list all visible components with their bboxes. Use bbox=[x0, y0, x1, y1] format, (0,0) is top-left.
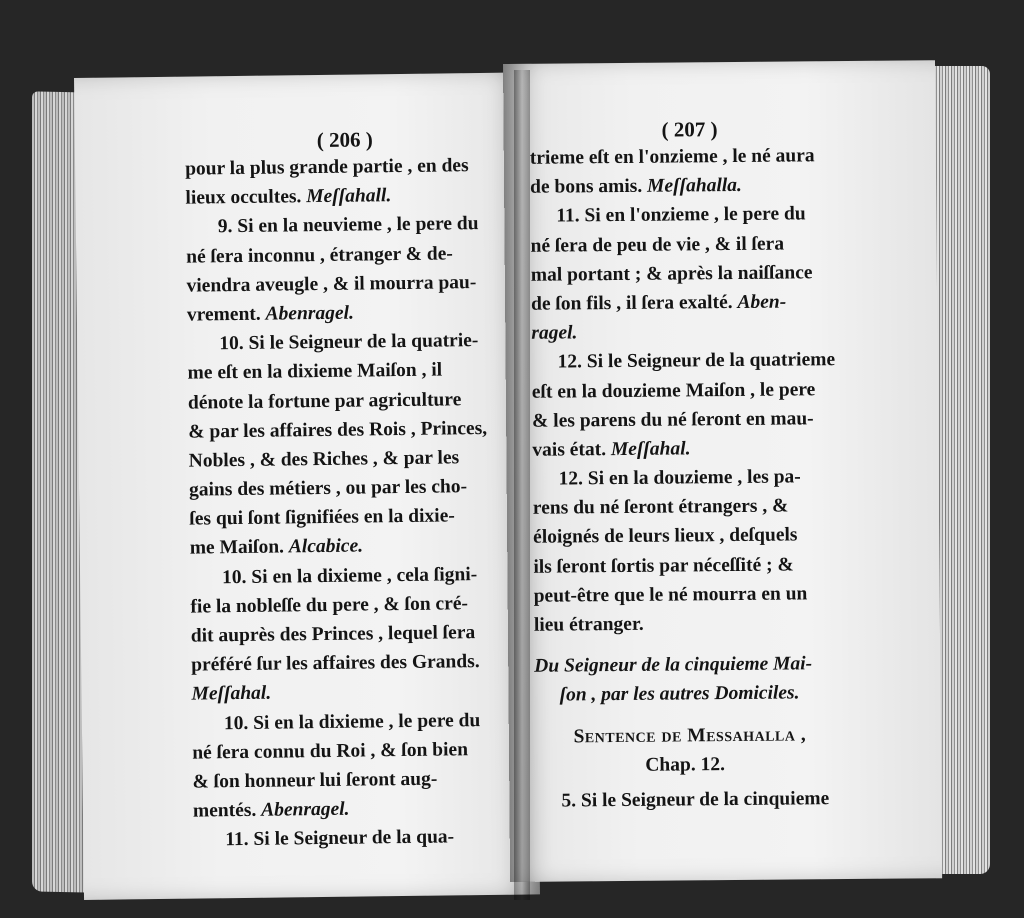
text-line: 10. Si le Seigneur de la quatrie- bbox=[219, 330, 479, 355]
text-line: rens du né ſeront étrangers , & bbox=[532, 495, 789, 520]
text-line: lieux occultes. Meſſahall. bbox=[185, 185, 392, 209]
text-line: de ſon fils , il ſera exalté. Aben- bbox=[531, 291, 787, 315]
section-heading-italic: ſon , par les autres Domiciles. bbox=[559, 682, 800, 706]
page-number-left: ( 206 ) bbox=[316, 127, 373, 153]
left-page bbox=[74, 72, 540, 900]
sentence-heading: Sentence de Messahalla , bbox=[573, 723, 807, 747]
text-line: vais état. Meſſahal. bbox=[532, 438, 691, 461]
text-line: né ſera de peu de vie , & il ſera bbox=[530, 233, 785, 257]
text-line: 11. Si en l'onzieme , le pere du bbox=[556, 203, 806, 227]
text-line: 12. Si en la douzieme , les pa- bbox=[558, 466, 801, 490]
page-number-right: ( 207 ) bbox=[661, 117, 718, 142]
text-line: dénote la fortune par agriculture bbox=[187, 388, 462, 414]
text-line: & par les affaires des Rois , Princes, bbox=[188, 417, 488, 443]
text-line: eſt en la douzieme Maiſon , le pere bbox=[531, 378, 816, 403]
text-line: 10. Si en la dixieme , cela ſigni- bbox=[221, 563, 478, 588]
text-line: viendra aveugle , & il mourra pau- bbox=[186, 271, 477, 297]
text-line: 11. Si le Seigneur de la qua- bbox=[225, 826, 455, 851]
text-line: 5. Si le Seigneur de la cinquieme bbox=[561, 788, 830, 812]
right-page bbox=[503, 60, 942, 882]
text-line: né ſera inconnu , étranger & de- bbox=[186, 242, 453, 268]
text-line: pour la plus grande partie , en des bbox=[184, 155, 469, 180]
text-line: Nobles , & des Riches , & par les bbox=[188, 447, 460, 472]
author-citation: Alcabice. bbox=[288, 535, 364, 558]
author-citation: Meſſahal. bbox=[610, 438, 691, 460]
text-line: ſes qui ſont ſignifiées en la dixie- bbox=[189, 505, 455, 530]
section-heading-italic: Du Seigneur de la cinquieme Mai- bbox=[534, 653, 813, 677]
text-line: & les parens du né ſeront en mau- bbox=[532, 407, 814, 432]
text-line: éloignés de leurs lieux , deſquels bbox=[533, 524, 798, 549]
text-line: & ſon honneur lui ſeront aug- bbox=[192, 768, 438, 793]
text-line: me Maiſon. Alcabice. bbox=[189, 535, 364, 560]
author-citation: Abenragel. bbox=[261, 798, 350, 821]
text-line: 10. Si en la dixieme , le pere du bbox=[223, 709, 481, 734]
text-line bbox=[531, 316, 861, 348]
author-citation: Meſſahall. bbox=[306, 185, 392, 208]
text-line: ils ſeront ſortis par néceſſité ; & bbox=[533, 554, 794, 578]
author-citation: Meſſahalla. bbox=[647, 175, 742, 197]
chapter-heading: Chap. 12. bbox=[645, 753, 726, 776]
author-citation: Aben- bbox=[737, 291, 787, 313]
text-line: né ſera connu du Roi , & ſon bien bbox=[192, 738, 469, 764]
author-citation: Meſſahal. bbox=[191, 683, 272, 705]
text-line: dit auprès des Princes , lequel ſera bbox=[190, 622, 476, 647]
text-line: fie la nobleſſe du pere , & ſon cré- bbox=[190, 593, 469, 618]
text-line: 9. Si en la neuvieme , le pere du bbox=[217, 213, 479, 238]
text-line: lieu étranger. bbox=[533, 613, 644, 636]
text-line: mal portant ; & après la naiſſance bbox=[530, 262, 813, 286]
text-line: me eſt en la dixieme Maiſon , il bbox=[187, 359, 443, 384]
text-line: gains des métiers , ou par les cho- bbox=[188, 476, 468, 501]
text-line: trieme eſt en l'onzieme , le né aura bbox=[529, 145, 815, 169]
text-line bbox=[191, 676, 521, 709]
text-line: vrement. Abenragel. bbox=[186, 302, 355, 326]
text-line: peut-être que le né mourra en un bbox=[533, 583, 808, 607]
text-line: mentés. Abenragel. bbox=[192, 798, 350, 822]
book-gutter bbox=[514, 70, 530, 900]
author-citation: Abenragel. bbox=[265, 302, 355, 325]
text-line: de bons amis. Meſſahalla. bbox=[529, 175, 742, 198]
author-citation: ragel. bbox=[531, 322, 578, 344]
text-line: préféré ſur les affaires des Grands. bbox=[191, 651, 480, 676]
text-line: 12. Si le Seigneur de la quatrieme bbox=[557, 349, 836, 373]
